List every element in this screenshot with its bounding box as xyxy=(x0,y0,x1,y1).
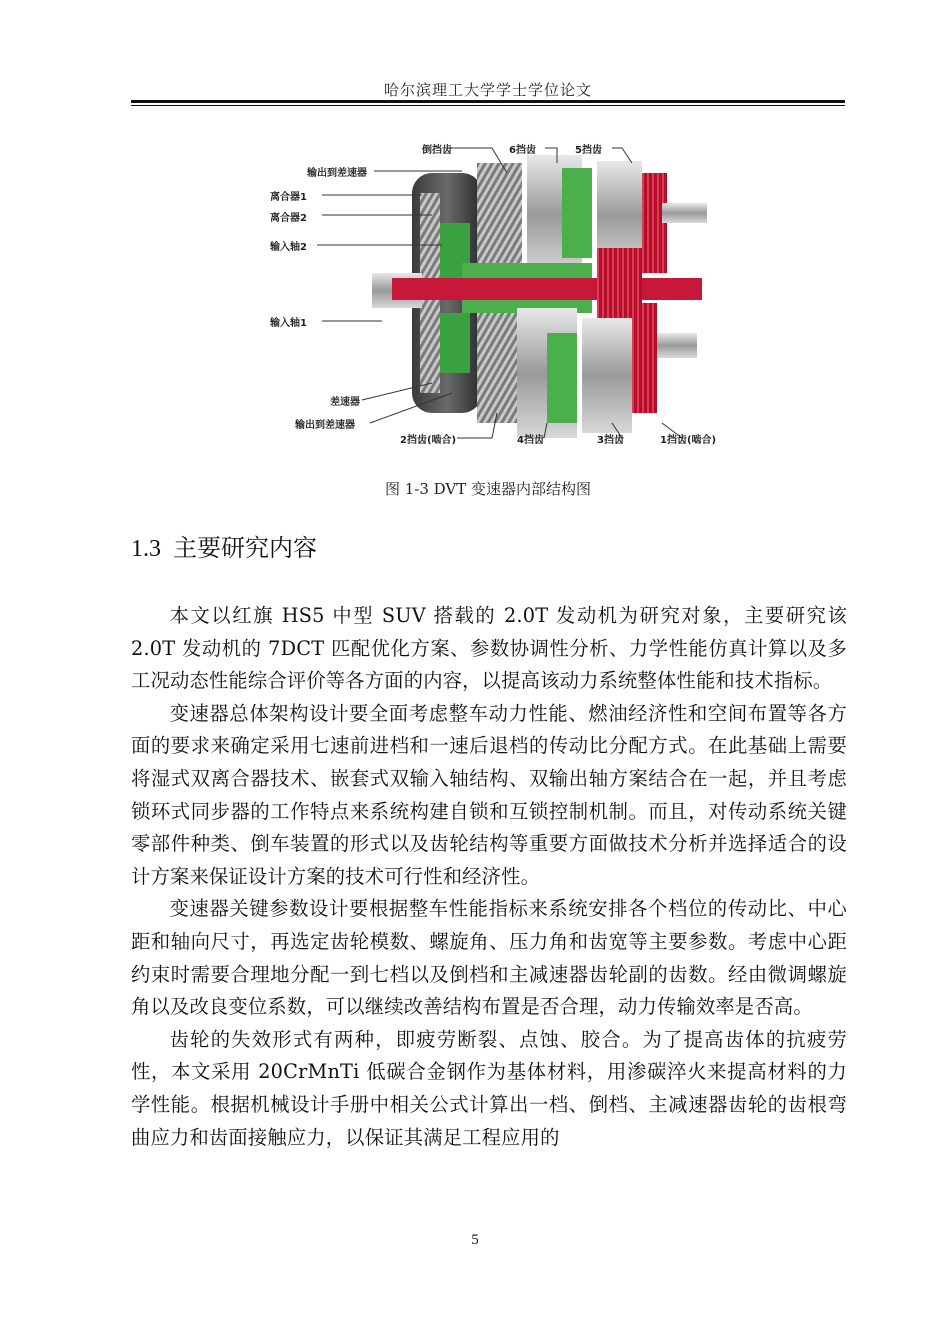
section-title: 主要研究内容 xyxy=(173,534,317,562)
paragraph: 变速器关键参数设计要根据整车性能指标来系统安排各个档位的传动比、中心距和轴向尺寸，再选定齿轮模数、螺旋角、压力角和齿宽等主要参数。考虑中心距约束时需要合理地分配一到七档以及倒档和主减速器齿轮副的齿数。经由微调螺旋角以及改良变位系数，可以继续改善结构布置是否合理，动力传输效率是否高。 xyxy=(131,897,847,1019)
paragraph: 本文以红旗 HS5 中型 SUV 搭载的 2.0T 发动机为研究对象，主要研究该 2.0T 发动机的 7DCT 匹配优化方案、参数协调性分析、力学性能仿真计算以及多工况动态性能综合评价等各方面的内容，以提高该动力系统整体性能和技术指标。 xyxy=(131,604,847,693)
label-gear1: 1挡齿(啮合) xyxy=(660,435,717,446)
upper-synchro xyxy=(562,168,592,258)
label-gear6: 6挡齿 xyxy=(509,145,536,156)
label-gear4: 4挡齿 xyxy=(517,435,544,446)
lower-gear-2 xyxy=(477,313,522,423)
label-gear5: 5挡齿 xyxy=(575,145,602,156)
main-shaft-red xyxy=(392,278,702,300)
label-clutch1: 离合器1 xyxy=(270,192,307,203)
upper-shaft xyxy=(662,203,707,223)
lower-synchro xyxy=(547,333,577,423)
figure-caption: 图 1-3 DVT 变速器内部结构图 xyxy=(384,480,592,498)
label-gear3: 3挡齿 xyxy=(597,435,624,446)
paragraph: 齿轮的失效形式有两种，即疲劳断裂、点蚀、胶合。为了提高齿体的抗疲劳性，本文采用 20CrMnTi 低碳合金钢作为基体材料，用渗碳淬火来提高材料的力学性能。根据机械设计手册中相关公式计算出一档、倒档、主减速器齿轮的齿根弯曲应力和齿面接触应力，以保证其满足工程应用的 xyxy=(131,1027,847,1149)
label-reverse-gear: 倒挡齿 xyxy=(422,145,452,156)
header-rule-thick xyxy=(131,100,845,103)
section-heading xyxy=(131,528,317,563)
paragraph: 变速器总体架构设计要全面考虑整车动力性能、燃油经济性和空间布置等各方面的要求来确定采用七速前进档和一速后退档的传动比分配方式。在此基础上需要将湿式双离合器技术、嵌套式双输入轴结构、双输出轴方案结合在一起，并且考虑锁环式同步器的工作特点来系统构建自锁和互锁控制机制。而且，对传动系统关键零部件种类、倒车装置的形式以及齿轮结构等重要方面做技术分析并选择适合的设计方案来保证设计方案的技术可行性和经济性。 xyxy=(131,701,847,888)
label-output-diff-bottom: 输出到差速器 xyxy=(295,420,355,431)
label-gear2: 2挡齿(啮合) xyxy=(400,435,457,446)
label-input-shaft1: 输入轴1 xyxy=(270,318,307,329)
lower-shaft xyxy=(657,333,697,358)
header-rule-thin xyxy=(131,105,845,106)
label-differential: 差速器 xyxy=(330,397,360,408)
transmission-figure xyxy=(262,133,728,453)
section-number: 1.3 xyxy=(131,536,161,562)
page-number: 5 xyxy=(471,1232,479,1248)
header-title: 哈尔滨理工大学学士学位论文 xyxy=(383,81,592,99)
lower-red-gear xyxy=(632,303,657,413)
label-output-diff-top: 输出到差速器 xyxy=(307,168,367,179)
clutch-green-2 xyxy=(440,313,470,373)
label-clutch2: 离合器2 xyxy=(270,213,307,224)
body-text xyxy=(131,600,847,1154)
page-header xyxy=(131,72,845,104)
lower-gear-3 xyxy=(582,318,632,433)
label-input-shaft2: 输入轴2 xyxy=(270,242,307,253)
upper-gear-reverse xyxy=(477,163,522,273)
